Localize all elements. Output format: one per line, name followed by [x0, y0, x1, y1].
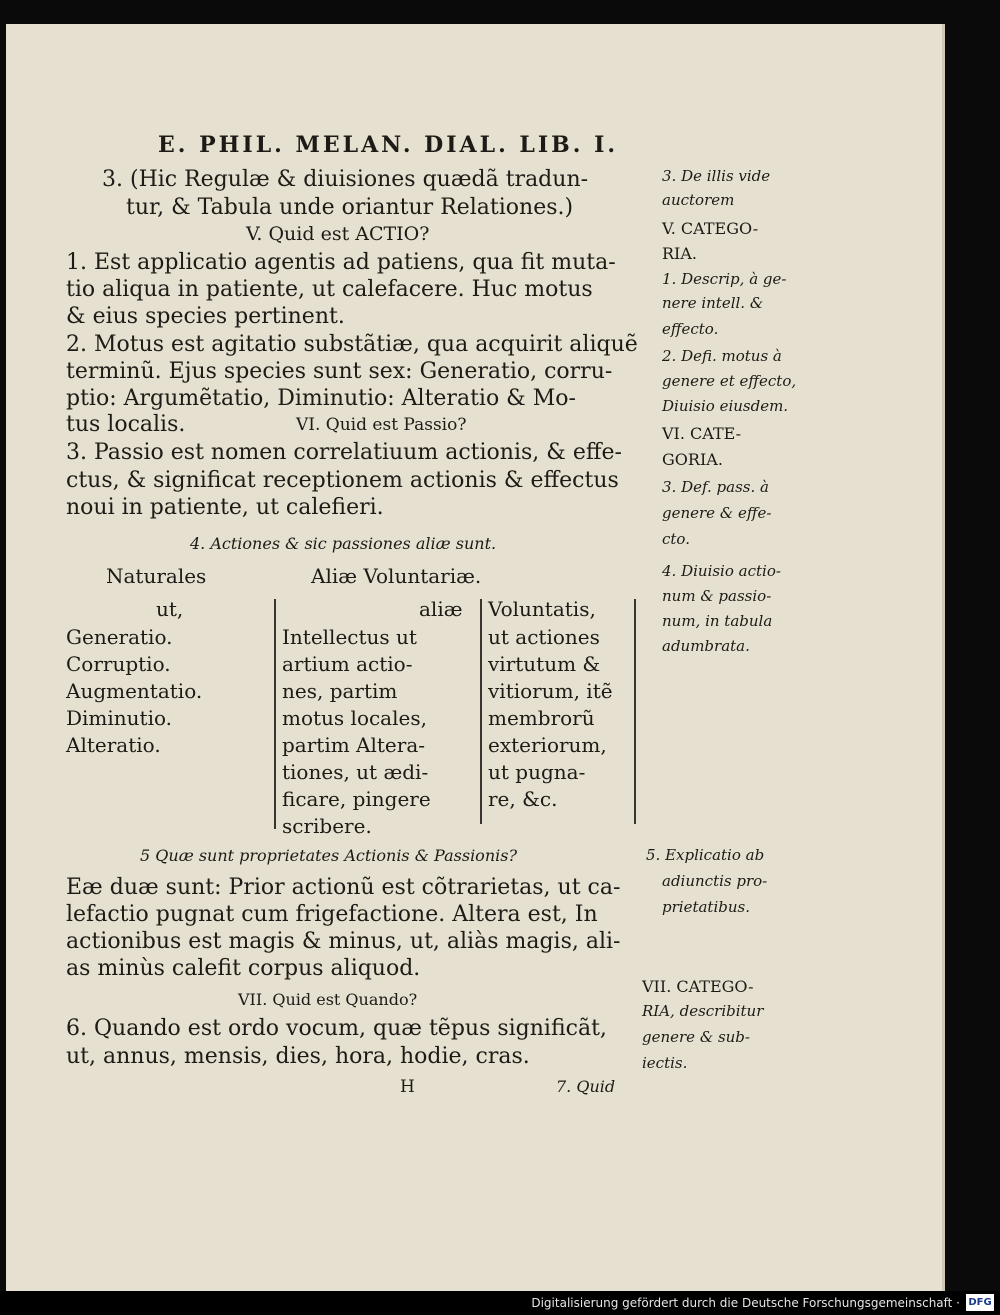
margin-note: 5. Explicatio ab — [646, 846, 765, 864]
table-cell: Diminutio. — [66, 706, 173, 730]
text-line: 3. (Hic Regulæ & diuisiones quædã tradun- — [102, 167, 589, 192]
table-cell: exteriorum, — [488, 733, 607, 757]
book-page — [6, 24, 945, 1292]
margin-note: RIA, describitur — [642, 1002, 764, 1020]
running-header: E. PHIL. MELAN. DIAL. LIB. I. — [158, 132, 619, 158]
margin-note: adumbrata. — [662, 637, 750, 655]
text-line: terminũ. Ejus species sunt sex: Generatio, corru- — [66, 359, 613, 384]
margin-note: prietatibus. — [662, 898, 750, 916]
table-cell: tiones, ut ædi- — [282, 760, 429, 784]
text-line: ut, annus, mensis, dies, hora, hodie, cras. — [66, 1044, 530, 1069]
table-cell: Augmentatio. — [66, 679, 203, 703]
margin-note: 3. Def. pass. à — [662, 478, 769, 496]
table-cell: motus locales, — [282, 706, 427, 730]
table-cell: scribere. — [282, 814, 372, 838]
table-cell: membrorũ — [488, 706, 595, 730]
table-cell: re, &c. — [488, 787, 558, 811]
text-line: actionibus est magis & minus, ut, aliàs magis, ali- — [66, 929, 621, 954]
margin-note: V. CATEGO- — [662, 219, 759, 238]
text-line: ctus, & significat receptionem actionis & effectus — [66, 468, 619, 493]
dfg-logo: DFG — [966, 1294, 994, 1311]
table-col2-head: Aliæ Voluntariæ. — [311, 564, 482, 588]
text-line: tur, & Tabula unde oriantur Relationes.) — [126, 195, 574, 220]
table-col1-head: Naturales — [106, 564, 207, 588]
margin-note: 2. Defi. motus à — [662, 347, 782, 365]
margin-note: effecto. — [662, 320, 719, 338]
table-cell: virtutum & — [488, 652, 601, 676]
margin-note: adiunctis pro- — [662, 872, 768, 890]
margin-note: 4. Diuisio actio- — [662, 562, 781, 580]
margin-note: VI. CATE- — [662, 424, 742, 443]
table-cell: Alteratio. — [66, 733, 161, 757]
section-heading: V. Quid est ACTIO? — [246, 223, 430, 245]
margin-note: genere & sub- — [642, 1028, 750, 1046]
text-line: tio aliqua in patiente, ut calefacere. Huc motus — [66, 277, 593, 302]
table-cell: artium actio- — [282, 652, 413, 676]
table-cell: Generatio. — [66, 625, 173, 649]
margin-note: 1. Descrip, à ge- — [662, 270, 787, 288]
text-line: 1. Est applicatio agentis ad patiens, qua fit muta- — [66, 250, 616, 275]
text-line: Eæ duæ sunt: Prior actionũ est cõtrarietas, ut ca- — [66, 875, 621, 900]
table-cell: nes, partim — [282, 679, 398, 703]
margin-note: auctorem — [662, 191, 735, 209]
text-line: & eius species pertinent. — [66, 304, 345, 329]
table-cell: vitiorum, itẽ — [488, 679, 613, 703]
margin-note: RIA. — [662, 244, 698, 263]
table-cell: Corruptio. — [66, 652, 171, 676]
table-cell: ut actiones — [488, 625, 600, 649]
margin-note: 3. De illis vide — [662, 167, 771, 185]
text-line: lefactio pugnat cum frigefactione. Altera est, In — [66, 902, 598, 927]
section-heading: 4. Actiones & sic passiones aliæ sunt. — [190, 534, 497, 553]
catchword: 7. Quid — [556, 1077, 616, 1096]
text-line: tus localis. — [66, 412, 186, 437]
brace-right — [634, 599, 636, 824]
margin-note: VII. CATEGO- — [642, 977, 754, 996]
brace-middle — [480, 599, 482, 824]
margin-note: genere et effecto, — [662, 372, 797, 390]
table-cell: ut pugna- — [488, 760, 586, 784]
margin-note: num & passio- — [662, 587, 772, 605]
text-line: ptio: Argumẽtatio, Diminutio: Alteratio & Mo- — [66, 386, 576, 411]
table-cell: ut, — [156, 597, 184, 621]
footer-credit: Digitalisierung gefördert durch die Deutsche Forschungsgemeinschaft · — [531, 1296, 960, 1310]
table-cell: Intellectus ut — [282, 625, 417, 649]
table-cell: aliæ — [419, 597, 463, 621]
signature-mark: H — [400, 1077, 415, 1097]
text-line: noui in patiente, ut calefieri. — [66, 495, 384, 520]
text-line: 2. Motus est agitatio substãtiæ, qua acquirit aliquẽ — [66, 332, 638, 357]
section-heading: 5 Quæ sunt proprietates Actionis & Passionis? — [140, 846, 518, 865]
section-heading: VII. Quid est Quando? — [238, 990, 418, 1009]
text-line: as minùs calefit corpus aliquod. — [66, 956, 421, 981]
brace-left — [274, 599, 276, 829]
margin-note: Diuisio eiusdem. — [662, 397, 789, 415]
margin-note: GORIA. — [662, 450, 723, 469]
margin-note: num, in tabula — [662, 612, 773, 630]
table-cell: Voluntatis, — [488, 597, 596, 621]
section-heading: VI. Quid est Passio? — [296, 415, 467, 435]
table-cell: partim Altera- — [282, 733, 425, 757]
text-line: 6. Quando est ordo vocum, quæ tẽpus significãt, — [66, 1016, 607, 1041]
margin-note: nere intell. & — [662, 294, 764, 312]
margin-note: iectis. — [642, 1054, 688, 1072]
footer-bar — [0, 1291, 1000, 1315]
text-line: 3. Passio est nomen correlatiuum actionis, & effe- — [66, 440, 622, 465]
margin-note: cto. — [662, 530, 690, 548]
margin-note: genere & effe- — [662, 504, 772, 522]
table-cell: ficare, pingere — [282, 787, 431, 811]
